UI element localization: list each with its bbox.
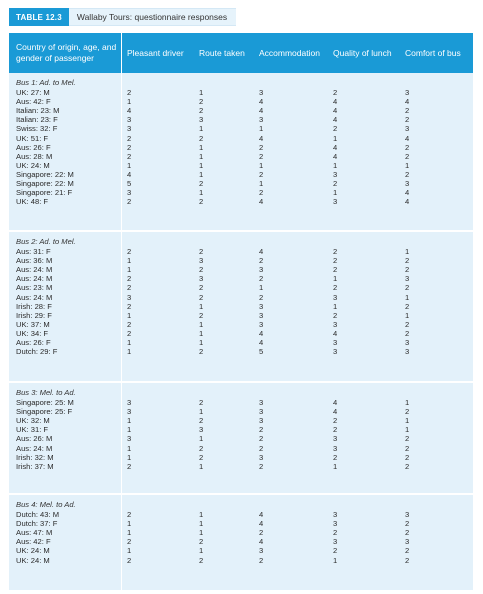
cell-pleasant-driver: 2 — [127, 274, 132, 284]
table-row — [9, 329, 473, 338]
cell-accommodation: 2 — [259, 292, 264, 302]
group-title: Bus 2: Ad. to Mel. — [16, 237, 76, 246]
cell-passenger: Singapore: 22: M — [16, 169, 74, 179]
cell-route-taken: 1 — [199, 160, 204, 170]
cell-accommodation: 3 — [259, 301, 264, 311]
cell-quality-of-lunch: 3 — [333, 434, 338, 444]
cell-passenger: Dutch: 37: F — [16, 519, 58, 529]
group-title: Bus 3: Mel. to Ad. — [16, 388, 76, 397]
cell-quality-of-lunch: 4 — [333, 407, 338, 417]
header-accommodation: Accommodation — [259, 48, 320, 58]
cell-quality-of-lunch: 1 — [333, 188, 338, 198]
table-number-label: TABLE 12.3 — [9, 8, 69, 26]
table-row — [9, 338, 473, 347]
cell-comfort-of-bus: 2 — [405, 106, 410, 116]
cell-accommodation: 2 — [259, 142, 264, 152]
cell-quality-of-lunch: 2 — [333, 528, 338, 538]
cell-accommodation: 4 — [259, 106, 264, 116]
table-row — [9, 462, 473, 471]
cell-quality-of-lunch: 3 — [333, 537, 338, 547]
cell-comfort-of-bus: 4 — [405, 188, 410, 198]
cell-comfort-of-bus: 3 — [405, 338, 410, 347]
cell-quality-of-lunch: 2 — [333, 124, 338, 134]
cell-passenger: Dutch: 43: M — [16, 510, 60, 519]
cell-passenger: Dutch: 29: F — [16, 347, 58, 357]
cell-accommodation: 2 — [259, 188, 264, 198]
cell-route-taken: 2 — [199, 292, 204, 302]
table-row — [9, 143, 473, 152]
cell-pleasant-driver: 1 — [127, 338, 132, 347]
cell-quality-of-lunch: 2 — [333, 256, 338, 266]
cell-comfort-of-bus: 1 — [405, 398, 410, 407]
cell-comfort-of-bus: 1 — [405, 425, 410, 435]
cell-route-taken: 1 — [199, 301, 204, 311]
cell-accommodation: 3 — [259, 452, 264, 462]
cell-quality-of-lunch: 2 — [333, 310, 338, 320]
cell-passenger: Singapore: 25: F — [16, 407, 73, 417]
cell-comfort-of-bus: 3 — [405, 510, 410, 519]
cell-route-taken: 1 — [199, 328, 204, 338]
cell-quality-of-lunch: 4 — [333, 328, 338, 338]
cell-accommodation: 1 — [259, 179, 264, 188]
cell-accommodation: 3 — [259, 546, 264, 556]
cell-passenger: Italian: 23: M — [16, 106, 60, 116]
cell-comfort-of-bus: 3 — [405, 124, 410, 134]
cell-pleasant-driver: 1 — [127, 546, 132, 556]
cell-accommodation: 3 — [259, 319, 264, 329]
cell-route-taken: 1 — [199, 407, 204, 417]
cell-quality-of-lunch: 1 — [333, 301, 338, 311]
table-row — [9, 97, 473, 106]
cell-pleasant-driver: 3 — [127, 124, 132, 134]
cell-accommodation: 4 — [259, 247, 264, 256]
cell-comfort-of-bus: 2 — [405, 256, 410, 266]
cell-accommodation: 3 — [259, 115, 264, 125]
cell-comfort-of-bus: 3 — [405, 88, 410, 97]
cell-pleasant-driver: 1 — [127, 347, 132, 357]
cell-comfort-of-bus: 2 — [405, 461, 410, 471]
cell-pleasant-driver: 1 — [127, 310, 132, 320]
cell-accommodation: 2 — [259, 443, 264, 453]
cell-route-taken: 3 — [199, 115, 204, 125]
cell-quality-of-lunch: 4 — [333, 97, 338, 107]
cell-passenger: Aus: 26: M — [16, 434, 53, 444]
cell-route-taken: 2 — [199, 452, 204, 462]
table-row — [9, 170, 473, 179]
cell-route-taken: 3 — [199, 274, 204, 284]
cell-route-taken: 2 — [199, 283, 204, 293]
cell-quality-of-lunch: 4 — [333, 398, 338, 407]
cell-passenger: Irish: 32: M — [16, 452, 54, 462]
cell-pleasant-driver: 3 — [127, 188, 132, 198]
cell-passenger: Singapore: 25: M — [16, 398, 74, 407]
cell-accommodation: 2 — [259, 169, 264, 179]
table-row — [9, 179, 473, 188]
cell-quality-of-lunch: 1 — [333, 274, 338, 284]
cell-accommodation: 2 — [259, 528, 264, 538]
cell-accommodation: 4 — [259, 537, 264, 547]
cell-route-taken: 2 — [199, 197, 204, 207]
table-row — [9, 293, 473, 302]
cell-comfort-of-bus: 2 — [405, 151, 410, 161]
cell-accommodation: 2 — [259, 256, 264, 266]
cell-comfort-of-bus: 1 — [405, 247, 410, 256]
table-row — [9, 197, 473, 206]
table-row — [9, 283, 473, 292]
cell-pleasant-driver: 1 — [127, 265, 132, 275]
cell-passenger: UK: 37: M — [16, 319, 50, 329]
cell-route-taken: 2 — [199, 106, 204, 116]
table-row — [9, 434, 473, 443]
cell-comfort-of-bus: 2 — [405, 407, 410, 417]
table-row — [9, 347, 473, 356]
table-row — [9, 106, 473, 115]
responses-table — [9, 33, 473, 590]
cell-accommodation: 2 — [259, 151, 264, 161]
cell-accommodation: 4 — [259, 510, 264, 519]
cell-pleasant-driver: 2 — [127, 197, 132, 207]
cell-passenger: UK: 34: F — [16, 328, 49, 338]
cell-accommodation: 3 — [259, 398, 264, 407]
cell-passenger: Aus: 28: M — [16, 151, 53, 161]
cell-quality-of-lunch: 4 — [333, 142, 338, 152]
cell-route-taken: 1 — [199, 319, 204, 329]
cell-quality-of-lunch: 4 — [333, 151, 338, 161]
cell-pleasant-driver: 1 — [127, 416, 132, 426]
group-title: Bus 4: Mel. to Ad. — [16, 500, 76, 509]
table-row — [9, 416, 473, 425]
cell-accommodation: 4 — [259, 97, 264, 107]
cell-passenger: Aus: 26: F — [16, 142, 51, 152]
header-comfort-of-bus: Comfort of bus — [405, 48, 461, 58]
cell-route-taken: 2 — [199, 398, 204, 407]
table-row — [9, 311, 473, 320]
cell-quality-of-lunch: 4 — [333, 115, 338, 125]
table-title: Wallaby Tours: questionnaire responses — [69, 8, 236, 26]
cell-accommodation: 4 — [259, 133, 264, 143]
bus-group — [9, 232, 473, 383]
cell-passenger: UK: 24: M — [16, 160, 50, 170]
table-row — [9, 256, 473, 265]
cell-comfort-of-bus: 1 — [405, 292, 410, 302]
cell-route-taken: 2 — [199, 416, 204, 426]
cell-route-taken: 1 — [199, 338, 204, 347]
cell-route-taken: 3 — [199, 425, 204, 435]
cell-passenger: Aus: 26: F — [16, 338, 51, 347]
table-header — [9, 33, 473, 73]
cell-passenger: Irish: 37: M — [16, 461, 54, 471]
cell-pleasant-driver: 2 — [127, 328, 132, 338]
cell-route-taken: 2 — [199, 265, 204, 275]
cell-passenger: Aus: 31: F — [16, 247, 51, 256]
cell-quality-of-lunch: 2 — [333, 179, 338, 188]
cell-accommodation: 3 — [259, 416, 264, 426]
cell-passenger: Aus: 42: F — [16, 97, 51, 107]
table-row — [9, 124, 473, 133]
cell-passenger: Aus: 36: M — [16, 256, 53, 266]
header-passenger: Country of origin, age, and gender of passenger — [9, 33, 122, 73]
cell-pleasant-driver: 2 — [127, 133, 132, 143]
cell-comfort-of-bus: 3 — [405, 537, 410, 547]
cell-comfort-of-bus: 2 — [405, 265, 410, 275]
cell-quality-of-lunch: 4 — [333, 106, 338, 116]
cell-quality-of-lunch: 3 — [333, 510, 338, 519]
cell-comfort-of-bus: 2 — [405, 283, 410, 293]
cell-quality-of-lunch: 2 — [333, 546, 338, 556]
cell-pleasant-driver: 1 — [127, 160, 132, 170]
cell-comfort-of-bus: 2 — [405, 142, 410, 152]
cell-quality-of-lunch: 2 — [333, 452, 338, 462]
cell-comfort-of-bus: 2 — [405, 443, 410, 453]
cell-quality-of-lunch: 1 — [333, 160, 338, 170]
cell-accommodation: 5 — [259, 347, 264, 357]
table-row — [9, 453, 473, 462]
cell-comfort-of-bus: 2 — [405, 452, 410, 462]
cell-pleasant-driver: 2 — [127, 537, 132, 547]
bus-group — [9, 383, 473, 495]
cell-passenger: Irish: 29: F — [16, 310, 52, 320]
table-row — [9, 274, 473, 283]
cell-passenger: Singapore: 21: F — [16, 188, 73, 198]
cell-route-taken: 1 — [199, 546, 204, 556]
cell-comfort-of-bus: 2 — [405, 546, 410, 556]
cell-quality-of-lunch: 2 — [333, 283, 338, 293]
cell-accommodation: 2 — [259, 434, 264, 444]
cell-accommodation: 2 — [259, 274, 264, 284]
cell-pleasant-driver: 1 — [127, 443, 132, 453]
cell-pleasant-driver: 2 — [127, 510, 132, 519]
cell-route-taken: 1 — [199, 142, 204, 152]
cell-comfort-of-bus: 3 — [405, 179, 410, 188]
table-row — [9, 320, 473, 329]
cell-route-taken: 1 — [199, 528, 204, 538]
cell-pleasant-driver: 2 — [127, 142, 132, 152]
group-title: Bus 1: Ad. to Mel. — [16, 78, 76, 87]
table-row — [9, 444, 473, 453]
table-row — [9, 302, 473, 311]
cell-passenger: UK: 32: M — [16, 416, 50, 426]
cell-comfort-of-bus: 2 — [405, 555, 410, 565]
cell-quality-of-lunch: 3 — [333, 443, 338, 453]
cell-pleasant-driver: 1 — [127, 425, 132, 435]
cell-comfort-of-bus: 2 — [405, 328, 410, 338]
cell-accommodation: 2 — [259, 461, 264, 471]
header-pleasant-driver: Pleasant driver — [127, 48, 184, 58]
table-row — [9, 134, 473, 143]
cell-comfort-of-bus: 2 — [405, 301, 410, 311]
cell-quality-of-lunch: 3 — [333, 169, 338, 179]
cell-quality-of-lunch: 3 — [333, 197, 338, 207]
table-row — [9, 510, 473, 519]
cell-comfort-of-bus: 4 — [405, 97, 410, 107]
cell-quality-of-lunch: 2 — [333, 247, 338, 256]
cell-quality-of-lunch: 2 — [333, 416, 338, 426]
cell-comfort-of-bus: 2 — [405, 528, 410, 538]
cell-route-taken: 1 — [199, 88, 204, 97]
bus-group — [9, 495, 473, 592]
cell-passenger: Aus: 23: M — [16, 283, 53, 293]
cell-route-taken: 1 — [199, 188, 204, 198]
table-row — [9, 537, 473, 546]
cell-quality-of-lunch: 1 — [333, 461, 338, 471]
cell-route-taken: 2 — [199, 133, 204, 143]
cell-passenger: UK: 48: F — [16, 197, 49, 207]
cell-passenger: UK: 24: M — [16, 555, 50, 565]
bus-group — [9, 73, 473, 232]
cell-pleasant-driver: 2 — [127, 461, 132, 471]
cell-passenger: Singapore: 22: M — [16, 179, 74, 188]
cell-pleasant-driver: 3 — [127, 292, 132, 302]
cell-passenger: Italian: 23: F — [16, 115, 58, 125]
cell-route-taken: 1 — [199, 169, 204, 179]
cell-quality-of-lunch: 2 — [333, 425, 338, 435]
cell-comfort-of-bus: 2 — [405, 115, 410, 125]
cell-quality-of-lunch: 3 — [333, 347, 338, 357]
cell-passenger: UK: 24: M — [16, 546, 50, 556]
cell-comfort-of-bus: 1 — [405, 160, 410, 170]
cell-route-taken: 2 — [199, 443, 204, 453]
header-quality-of-lunch: Quality of lunch — [333, 48, 392, 58]
table-row — [9, 556, 473, 565]
table-caption — [9, 8, 236, 26]
table-row — [9, 546, 473, 555]
cell-route-taken: 2 — [199, 247, 204, 256]
cell-quality-of-lunch: 1 — [333, 555, 338, 565]
cell-route-taken: 2 — [199, 555, 204, 565]
cell-passenger: Aus: 42: F — [16, 537, 51, 547]
cell-passenger: Aus: 47: M — [16, 528, 53, 538]
cell-route-taken: 2 — [199, 179, 204, 188]
cell-pleasant-driver: 1 — [127, 256, 132, 266]
cell-passenger: Aus: 24: M — [16, 292, 53, 302]
cell-accommodation: 2 — [259, 555, 264, 565]
cell-comfort-of-bus: 4 — [405, 133, 410, 143]
cell-route-taken: 2 — [199, 537, 204, 547]
cell-comfort-of-bus: 2 — [405, 434, 410, 444]
cell-passenger: UK: 51: F — [16, 133, 49, 143]
header-route-taken: Route taken — [199, 48, 245, 58]
cell-pleasant-driver: 2 — [127, 301, 132, 311]
cell-comfort-of-bus: 4 — [405, 197, 410, 207]
cell-passenger: Irish: 28: F — [16, 301, 52, 311]
cell-route-taken: 1 — [199, 124, 204, 134]
cell-route-taken: 2 — [199, 310, 204, 320]
cell-passenger: UK: 31: F — [16, 425, 49, 435]
cell-comfort-of-bus: 3 — [405, 274, 410, 284]
cell-comfort-of-bus: 3 — [405, 347, 410, 357]
table-row — [9, 152, 473, 161]
cell-passenger: UK: 27: M — [16, 88, 50, 97]
cell-route-taken: 2 — [199, 347, 204, 357]
cell-route-taken: 1 — [199, 461, 204, 471]
cell-route-taken: 2 — [199, 97, 204, 107]
cell-accommodation: 3 — [259, 407, 264, 417]
cell-quality-of-lunch: 1 — [333, 133, 338, 143]
cell-accommodation: 4 — [259, 338, 264, 347]
cell-pleasant-driver: 2 — [127, 555, 132, 565]
table-row — [9, 519, 473, 528]
cell-accommodation: 3 — [259, 88, 264, 97]
cell-pleasant-driver: 2 — [127, 283, 132, 293]
cell-pleasant-driver: 1 — [127, 519, 132, 529]
cell-comfort-of-bus: 2 — [405, 319, 410, 329]
cell-route-taken: 1 — [199, 519, 204, 529]
table-row — [9, 528, 473, 537]
cell-accommodation: 1 — [259, 283, 264, 293]
cell-quality-of-lunch: 2 — [333, 265, 338, 275]
table-row — [9, 398, 473, 407]
table-row — [9, 88, 473, 97]
cell-accommodation: 4 — [259, 328, 264, 338]
table-row — [9, 188, 473, 197]
cell-route-taken: 3 — [199, 256, 204, 266]
cell-quality-of-lunch: 3 — [333, 519, 338, 529]
cell-quality-of-lunch: 3 — [333, 338, 338, 347]
table-row — [9, 407, 473, 416]
cell-route-taken: 1 — [199, 510, 204, 519]
cell-quality-of-lunch: 2 — [333, 88, 338, 97]
cell-passenger: Aus: 24: M — [16, 274, 53, 284]
cell-pleasant-driver: 2 — [127, 247, 132, 256]
cell-comfort-of-bus: 2 — [405, 519, 410, 529]
cell-accommodation: 4 — [259, 197, 264, 207]
cell-pleasant-driver: 2 — [127, 88, 132, 97]
cell-pleasant-driver: 3 — [127, 398, 132, 407]
cell-pleasant-driver: 5 — [127, 179, 132, 188]
cell-comfort-of-bus: 1 — [405, 416, 410, 426]
cell-passenger: Swiss: 32: F — [16, 124, 58, 134]
cell-route-taken: 1 — [199, 151, 204, 161]
cell-pleasant-driver: 4 — [127, 169, 132, 179]
cell-accommodation: 1 — [259, 124, 264, 134]
cell-pleasant-driver: 1 — [127, 452, 132, 462]
cell-pleasant-driver: 1 — [127, 528, 132, 538]
cell-accommodation: 3 — [259, 310, 264, 320]
cell-accommodation: 3 — [259, 265, 264, 275]
table-row — [9, 425, 473, 434]
cell-comfort-of-bus: 2 — [405, 169, 410, 179]
cell-accommodation: 2 — [259, 425, 264, 435]
cell-route-taken: 1 — [199, 434, 204, 444]
cell-passenger: Aus: 24: M — [16, 443, 53, 453]
cell-pleasant-driver: 2 — [127, 319, 132, 329]
cell-pleasant-driver: 2 — [127, 151, 132, 161]
cell-pleasant-driver: 3 — [127, 407, 132, 417]
cell-pleasant-driver: 1 — [127, 97, 132, 107]
cell-pleasant-driver: 3 — [127, 115, 132, 125]
table-row — [9, 265, 473, 274]
cell-pleasant-driver: 3 — [127, 434, 132, 444]
cell-pleasant-driver: 4 — [127, 106, 132, 116]
table-row — [9, 161, 473, 170]
table-row — [9, 115, 473, 124]
cell-quality-of-lunch: 3 — [333, 319, 338, 329]
cell-comfort-of-bus: 1 — [405, 310, 410, 320]
cell-accommodation: 1 — [259, 160, 264, 170]
cell-passenger: Aus: 24: M — [16, 265, 53, 275]
table-row — [9, 247, 473, 256]
cell-accommodation: 4 — [259, 519, 264, 529]
cell-quality-of-lunch: 3 — [333, 292, 338, 302]
